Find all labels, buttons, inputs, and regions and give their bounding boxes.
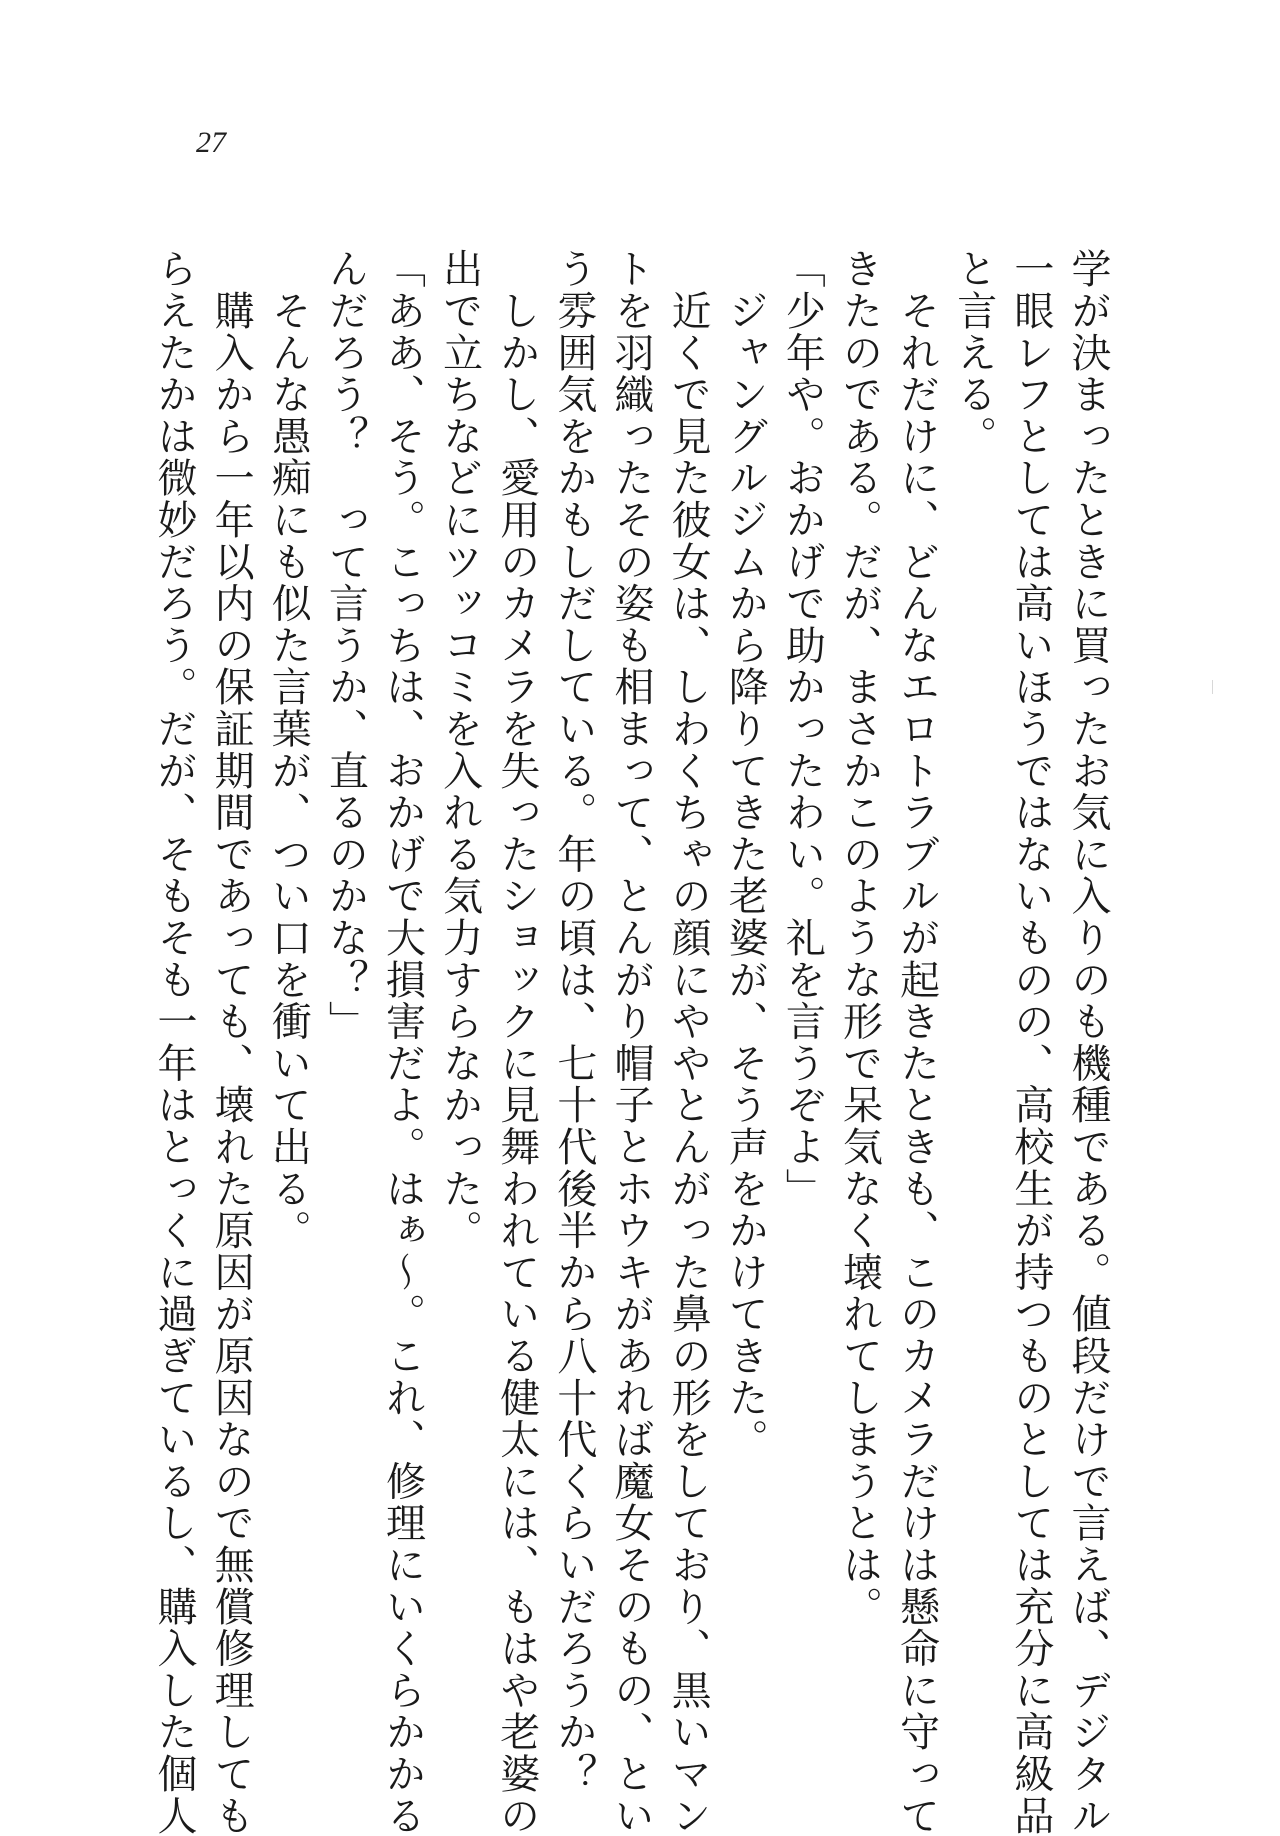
text-line: と言える。 <box>950 248 997 457</box>
text-line: ジャングルジムから降りてきた老婆が、そう声をかけてきた。 <box>722 248 769 1461</box>
body-text <box>148 248 1111 1836</box>
text-line: 学が決まったときに買ったお気に入りのも機種である。値段だけで言えば、デジタル <box>1065 248 1111 1836</box>
text-line: 購入から一年以内の保証期間であっても、壊れた原因が原因なので無償修理しても <box>208 248 255 1836</box>
text-line: トを羽織ったその姿も相まって、とんがり帽子とホウキがあれば魔女そのもの、とい <box>608 248 654 1836</box>
text-line: 「少年や。おかげで助かったわい。礼を言うぞよ」 <box>779 248 826 1210</box>
text-line: そんな愚痴にも似た言葉が、つい口を衝いて出る。 <box>265 248 312 1252</box>
text-line: それだけに、どんなエロトラブルが起きたときも、このカメラだけは懸命に守って <box>893 248 940 1836</box>
text-line: 「ああ、そう。こっちは、おかげで大損害だよ。はぁ〜。これ、修理にいくらかかる <box>379 248 426 1836</box>
margin-mark <box>1212 680 1213 694</box>
text-line: 近くで見た彼女は、しわくちゃの顔にややとんがった鼻の形をしており、黒いマン <box>665 248 712 1836</box>
text-line: きたのである。だが、まさかこのような形で呆気なく壊れてしまうとは。 <box>836 248 883 1628</box>
text-line: らえたかは微妙だろう。だが、そもそも一年はとっくに過ぎているし、購入した個人 <box>151 248 197 1836</box>
text-line: 一眼レフとしては高いほうではないものの、高校生が持つものとしては充分に高級品 <box>1007 248 1054 1836</box>
text-line: んだろう？ って言うか、直るのかな？」 <box>322 248 369 1043</box>
page-number: 27 <box>196 126 226 159</box>
text-line: 出で立ちなどにツッコミを入れる気力すらなかった。 <box>436 248 483 1252</box>
text-line: しかし、愛用のカメラを失ったショックに見舞われている健太には、もはや老婆の <box>493 248 540 1836</box>
text-line: う雰囲気をかもしだしている。年の頃は、七十代後半から八十代くらいだろうか？ <box>550 248 597 1795</box>
